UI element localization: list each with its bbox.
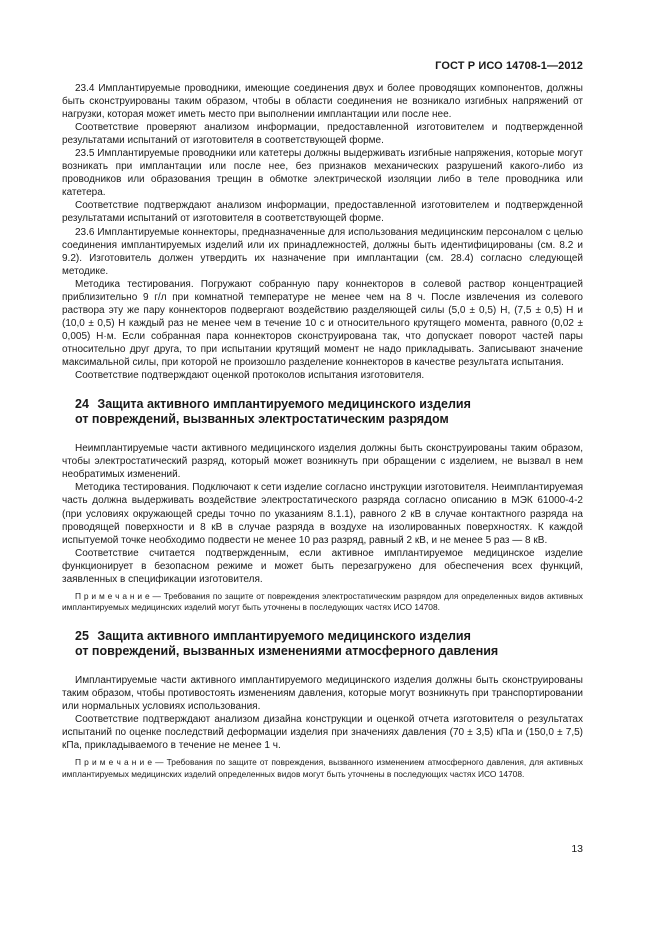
section-24-heading — [62, 397, 583, 426]
section-24-paragraph-1: Неимплантируемые части активного медицинского изделия должны быть сконструированы таким образом, чтобы электростатический разряд, который может возникнуть при обращении с изделием, не вызвал в нем необратимых изменений. — [62, 443, 583, 481]
section-24-title-line1: Защита активного имплантируемого медицинского изделия — [97, 397, 471, 412]
section-25-title-line1: Защита активного имплантируемого медицинского изделия — [97, 628, 471, 643]
paragraph-23-5: 23.5 Имплантируемые проводники или катетеры должны выдерживать изгибные напряжения, которые могут возникать при имплантации или после нее, без признаков механических разрушений какого-либо из проводников или образования трещин в обмотке электрической изоляции либо в теле проводника или катетера. — [62, 148, 583, 199]
section-25-title-line2: от повреждений, вызванных изменениями атмосферного давления — [75, 643, 499, 658]
paragraph-23-5-compliance: Соответствие подтверждают анализом информации, предоставленной изготовителем и подтвержденной результатами испытаний от изготовителя в соответствующей форме. — [62, 200, 583, 225]
paragraph-23-6-method: Методика тестирования. Погружают собранную пару коннекторов в солевой раствор концентрацией приблизительно 9 г/л при комнатной температуре не менее чем на 8 ч. После извлечения из солевого раствора эту же пару коннекторов подвергают воздействию разделяющей силы (5,0 ± 0,5) Н, (7,5 ± 0,5) Н и (10,0 ± 0,5) Н каждый раз не менее чем в течение 10 с и относительного крутящего момента, равного (0,02 ± 0,005) Н·м. Если собранная пара коннекторов сконструирована так, что допускает поворот частей пары относительно друг друга, то при испытании крутящий момент не надо прикладывать. Записывают значение максимальной силы, при которой не произошло разделение коннекторов в качестве результата испытания. — [62, 278, 583, 368]
section-24-paragraph-3: Соответствие считается подтвержденным, если активное имплантируемое медицинское изделие функционирует в безопасном режиме и может быть перезагружено для обеспечения всех функций, заявленных в спецификации изготовителя. — [62, 547, 583, 585]
document-code-header: ГОСТ Р ИСО 14708-1—2012 — [435, 60, 583, 72]
paragraph-23-4-compliance: Соответствие проверяют анализом информации, предоставленной изготовителем и подтвержденной результатами испытаний от изготовителя в соответствующей форме. — [62, 122, 583, 147]
page-content — [62, 82, 583, 781]
section-24-title-line2: от повреждений, вызванных электростатическим разрядом — [75, 411, 449, 426]
section-25-heading — [62, 629, 583, 658]
section-24-number: 24 — [75, 397, 89, 412]
page-number: 13 — [571, 843, 583, 855]
section-25-paragraph-2: Соответствие подтверждают анализом дизайна конструкции и оценкой отчета изготовителя о результатах испытаний по оценке последствий деформации изделия при значениях давления (70 ± 3,5) кПа и (150,0 ± 7,5) кПа, прикладываемого в течение не менее 1 ч. — [62, 714, 583, 752]
section-24-note: П р и м е ч а н и е — Требования по защите от повреждения электростатическим разрядом для определенных видов активных имплантируемых медицинских изделий могут быть уточнены в последующих частях ИСО 14708. — [62, 590, 583, 613]
paragraph-23-6: 23.6 Имплантируемые коннекторы, предназначенные для использования медицинским персоналом с целью соединения имплантируемых изделий или их принадлежностей, должны быть идентифицированы (см. 8.2 и 9.2). Изготовитель должен утвердить их назначение при имплантации (см. 28.4) согласно следующей методике. — [62, 226, 583, 277]
section-25-number: 25 — [75, 628, 89, 643]
paragraph-23-6-compliance: Соответствие подтверждают оценкой протоколов испытания изготовителя. — [75, 370, 425, 382]
section-25-note: П р и м е ч а н и е — Требования по защите от повреждения, вызванного изменением атмосферного давления, для активных имплантируемых медицинских изделий определенных видов могут быть уточнены в последующих частях ИСО 14708. — [62, 757, 583, 780]
section-25-paragraph-1: Имплантируемые части активного имплантируемого медицинского изделия должны быть сконструированы таким образом, чтобы противостоять изменениям давления, которые могут возникнуть при транспортировании или нормальных условиях использования. — [62, 675, 583, 713]
paragraph-23-4: 23.4 Имплантируемые проводники, имеющие соединения двух и более проводящих компонентов, должны быть сконструированы таким образом, чтобы в области соединения не возникало изгибных напряжений от нагрузки, которая может иметь место при выполнении имплантации или после нее. — [62, 83, 583, 121]
section-24-paragraph-2: Методика тестирования. Подключают к сети изделие согласно инструкции изготовителя. Неимплантируемая часть должна выдерживать воздействие электростатического разряда согласно описанию в МЭК 61000-4-2 (при условиях окружающей среды точно по указаниям 8.1.1), равного 2 кВ в случае контактного разряда на проводящей поверхности и 8 кВ в случае разряда в воздухе на изолированных поверхностях. К каждой испытуемой точке необходимо подвести не менее 10 раз разряд, равный 2 кВ, и не менее 5 раз — 8 кВ. — [62, 482, 583, 546]
